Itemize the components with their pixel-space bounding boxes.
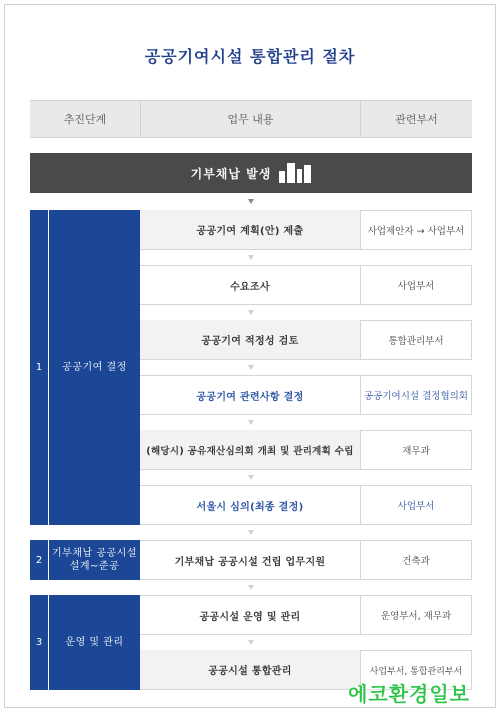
department-item: 사업부서 xyxy=(360,265,472,305)
task-item: 공공시설 운영 및 관리 xyxy=(140,595,360,635)
flow-arrow xyxy=(248,530,254,535)
start-bar xyxy=(30,153,472,193)
department-item: 운영부서, 재무과 xyxy=(360,595,472,635)
start-label: 기부채납 발생 xyxy=(190,166,272,181)
header-department: 관련부서 xyxy=(360,100,472,138)
task-item: 공공기여 적정성 검토 xyxy=(140,320,360,360)
stage-name-line: 기부채납 공공시설 xyxy=(52,547,137,559)
task-item: 수요조사 xyxy=(140,265,360,305)
department-item: 사업부서, 통합관리부서 xyxy=(360,650,472,690)
stage-number: 3 xyxy=(30,595,48,690)
flow-arrow xyxy=(248,475,254,480)
department-item: 통합관리부서 xyxy=(360,320,472,360)
watermark-logo: 에코환경일보 xyxy=(348,682,470,706)
header-stage: 추진단계 xyxy=(30,100,140,138)
flow-arrow xyxy=(248,310,254,315)
task-item: 공공시설 통합관리 xyxy=(140,650,360,690)
task-item: 기부채납 공공시설 건립 업무지원 xyxy=(140,540,360,580)
page-title: 공공기여시설 통합관리 절차 xyxy=(144,47,356,66)
task-item: 공공기여 관련사항 결정 xyxy=(140,375,360,415)
flow-arrow xyxy=(248,640,254,645)
department-item: 건축과 xyxy=(360,540,472,580)
stage-name-line: 설계~준공 xyxy=(69,561,120,572)
task-item: (해당시) 공유재산심의회 개최 및 관리계획 수립 xyxy=(140,430,360,470)
stage-name: 운영 및 관리 xyxy=(49,595,140,690)
building-icon xyxy=(279,163,311,183)
flow-arrow xyxy=(248,255,254,260)
department-item: 사업제안자 → 사업부서 xyxy=(360,210,472,250)
header-task: 업무 내용 xyxy=(140,100,360,138)
stage-number: 2 xyxy=(30,540,48,580)
department-item: 공공기여시설 결정협의회 xyxy=(360,375,472,415)
flow-arrow xyxy=(248,365,254,370)
stage-name: 공공기여 결정 xyxy=(49,210,140,525)
flow-arrow xyxy=(248,199,254,204)
department-item: 사업부서 xyxy=(360,485,472,525)
flow-arrow xyxy=(248,585,254,590)
stage-name xyxy=(49,540,140,580)
department-item: 재무과 xyxy=(360,430,472,470)
flow-arrow xyxy=(248,420,254,425)
task-item: 공공기여 계획(안) 제출 xyxy=(140,210,360,250)
task-item: 서울시 심의(최종 결정) xyxy=(140,485,360,525)
stage-number: 1 xyxy=(30,210,48,525)
